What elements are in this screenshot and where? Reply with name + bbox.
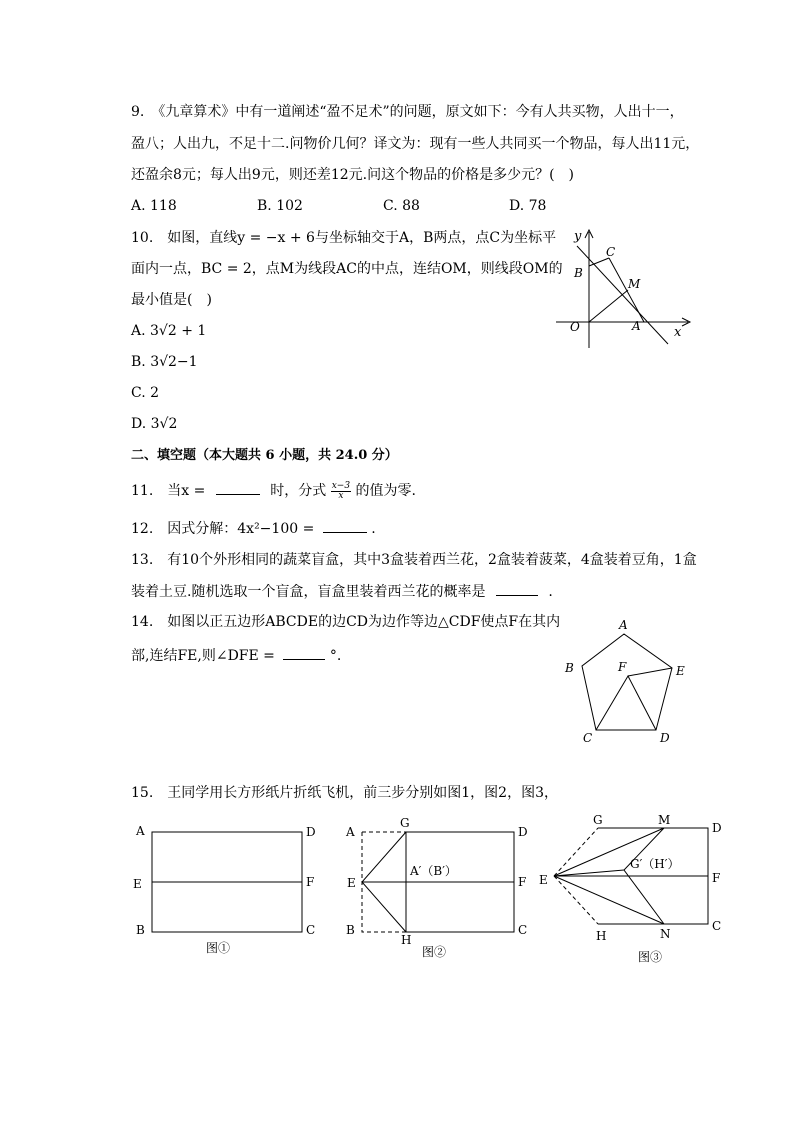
triangle-cdf [596, 676, 656, 730]
q10-choice-b[interactable]: B. 3√2−1 [131, 354, 198, 370]
q14-pentagon-figure [556, 614, 696, 748]
label-ab: A′（B′） [410, 864, 457, 878]
label-c: C [583, 731, 593, 745]
label-n: N [660, 927, 671, 941]
label-h: H [401, 933, 412, 947]
label-b: B [346, 923, 355, 937]
q14-line-2 [131, 645, 341, 666]
label-gh: G′（H′） [630, 857, 680, 871]
label-m: M [658, 813, 671, 827]
q10-choice-c[interactable]: C. 2 [131, 385, 160, 401]
q12-line [131, 518, 376, 539]
q9-line-2: 盈八；人出九，不足十二.问物价几何？译文为：现有一些人共同买一个物品，每人出11元， [131, 136, 700, 152]
label-a: A [346, 825, 355, 839]
q15-line-1: 15. 王同学用长方形纸片折纸飞机，前三步分别如图1，图2，图3， [131, 785, 558, 801]
label-f: F [712, 871, 721, 885]
label-c: C [606, 245, 616, 259]
q15-figure-2 [340, 812, 536, 962]
q10-line-1: 10. 如图，直线y = −x + 6与坐标轴交于A，B两点，点C为坐标平 [131, 230, 557, 246]
label-y: y [574, 229, 582, 244]
label-a: A [136, 824, 145, 838]
label-f: F [306, 875, 315, 889]
label-f: F [618, 660, 627, 674]
q9-choice-c[interactable]: C. 88 [383, 198, 420, 214]
q13-suffix: . [548, 584, 553, 600]
label-e: E [347, 876, 356, 890]
section-heading: 二、填空题（本大题共 6 小题，共 24.0 分） [131, 448, 398, 463]
label-o: O [570, 320, 580, 334]
label-g: G [400, 816, 410, 830]
q14-line-2-prefix: 部,连结FE,则∠DFE = [131, 648, 275, 664]
label-c: C [712, 919, 722, 933]
segment-fe [628, 668, 672, 676]
caption-3: 图③ [638, 950, 663, 964]
q10-choice-d[interactable]: D. 3√2 [131, 416, 178, 432]
q10-choice-a[interactable]: A. 3√2 + 1 [131, 323, 207, 339]
caption-2: 图② [422, 945, 447, 959]
q12-blank[interactable] [323, 518, 367, 533]
q11-fraction-numerator: x−3 [331, 480, 351, 491]
q14-line-2-suffix: °. [329, 648, 342, 664]
q11-fraction-denominator: x [338, 490, 344, 501]
label-c: C [306, 923, 316, 937]
label-c: C [518, 923, 528, 937]
label-g: G [593, 813, 603, 827]
q15-figure-1 [128, 820, 324, 960]
q15-figure-3 [536, 808, 724, 968]
q12-prefix: 12. 因式分解：4x²−100 = [131, 521, 315, 537]
q9-line-3: 还盈余8元；每人出9元，则还差12元.问这个物品的价格是多少元？( ) [131, 167, 575, 183]
q9-choice-d[interactable]: D. 78 [509, 198, 547, 214]
q12-suffix: . [371, 521, 376, 537]
q11-blank[interactable] [216, 480, 260, 495]
q11-mid: 时，分式 [270, 483, 327, 499]
label-b: B [136, 923, 145, 937]
q13-line-2 [131, 581, 553, 602]
q11-suffix: 的值为零. [355, 483, 416, 499]
label-d: D [518, 825, 528, 839]
label-a: A [632, 319, 641, 333]
q10-line-3: 最小值是( ) [131, 292, 212, 308]
q10-figure [552, 226, 698, 352]
q10-line-2: 面内一点，BC = 2，点M为线段AC的中点，连结OM，则线段OM的 [131, 261, 563, 277]
label-e: E [676, 664, 685, 678]
label-h: H [596, 929, 607, 943]
q9-line-1: 9. 《九章算术》中有一道阐述“盈不足术”的问题，原文如下：今有人共买物，人出十一， [131, 104, 684, 120]
q13-blank[interactable] [496, 581, 538, 596]
label-b: B [565, 661, 574, 675]
q14-blank[interactable] [283, 645, 325, 660]
label-d: D [712, 821, 722, 835]
label-d: D [660, 731, 670, 745]
label-x: x [674, 325, 682, 340]
label-e: E [539, 873, 548, 887]
q13-line-2-text: 装着土豆.随机选取一个盲盒，盲盒里装着西兰花的概率是 [131, 584, 486, 600]
label-m: M [628, 277, 641, 291]
q9-choice-b[interactable]: B. 102 [257, 198, 303, 214]
label-d: D [306, 825, 316, 839]
q13-line-1: 13. 有10个外形相同的蔬菜盲盒，其中3盒装着西兰花，2盒装着菠菜，4盒装着豆角，1盒 [131, 552, 697, 568]
q9-choice-a[interactable]: A. 118 [131, 198, 177, 214]
label-a: A [619, 618, 628, 632]
q14-line-1: 14. 如图以正五边形ABCDE的边CD为边作等边△CDF使点F在其内 [131, 614, 561, 630]
pentagon-abcde [582, 634, 672, 730]
q11-line [131, 480, 416, 501]
label-f: F [518, 875, 527, 889]
label-e: E [133, 877, 142, 891]
caption-1: 图① [206, 941, 231, 955]
q11-fraction [331, 482, 351, 501]
q11-prefix: 11. 当x = [131, 483, 206, 499]
label-b: B [574, 266, 583, 280]
